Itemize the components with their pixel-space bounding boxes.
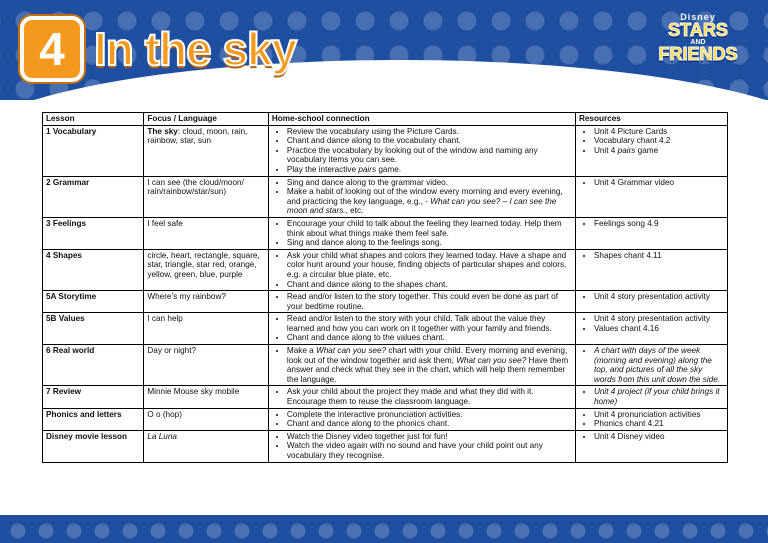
list-item-text: Chant and dance along to the shapes chant. <box>286 279 448 289</box>
home-school-cell <box>268 217 575 249</box>
list-item-text: What can you see? – I can see the moon and stars. <box>286 196 557 216</box>
lesson-cell: 2 Grammar <box>43 176 144 217</box>
list-item-text: Unit 4 project (if your child brings it home) <box>593 387 720 407</box>
resources-cell-list <box>579 178 724 188</box>
list-item <box>594 292 724 302</box>
list-item <box>287 251 572 280</box>
list-item-text: Ask your child what shapes and colors they learned today. Have a shape and color hunt around your house, finding objects of particular shapes and colors, e.g. a circular blue plate, etc. <box>286 250 567 279</box>
list-item <box>287 432 572 442</box>
focus-text: I can see (the cloud/moon/ rain/rainbow/star/sun) <box>147 177 244 197</box>
home-school-cell <box>268 313 575 345</box>
table-body <box>43 125 728 462</box>
page-title: In the sky <box>94 23 297 75</box>
logo-word-stars: STARS <box>668 20 728 40</box>
list-item <box>287 387 572 406</box>
list-item <box>594 410 724 420</box>
home-school-cell-list <box>272 251 572 289</box>
list-item-text: Make a habit of looking out of the window every morning and every evening, and practicing the key language, e.g., - <box>286 187 563 206</box>
focus-text: The sky <box>147 126 178 136</box>
list-item-text: Complete the interactive pronunciation activities. <box>286 409 463 419</box>
resources-cell-list <box>579 314 724 333</box>
table-row <box>43 176 728 217</box>
table-row <box>43 125 728 176</box>
list-item <box>594 219 724 229</box>
focus-text: : cloud, moon, rain, rainbow, star, sun <box>147 126 248 146</box>
list-item-text: Chant and dance along to the phonics chant. <box>286 419 450 429</box>
resources-cell-list <box>579 292 724 302</box>
focus-text: Minnie Mouse sky mobile <box>147 387 240 397</box>
resources-cell <box>575 430 727 462</box>
list-item-text: Watch the Disney video together just for fun! <box>286 431 448 441</box>
list-item <box>594 346 724 384</box>
list-item-text: Unit 4 Disney video <box>593 431 665 441</box>
list-item <box>287 127 572 137</box>
resources-cell <box>575 313 727 345</box>
list-item-text: A chart with days of the week (morning and evening) along the top, and pictures of all the sky words from this unit down the side. <box>593 346 721 384</box>
list-item-text: Review the vocabulary using the Picture Cards. <box>286 126 459 136</box>
focus-text: circle, heart, rectangle, square, star, triangle, star red, orange, yellow, green, blue, purple <box>147 250 260 279</box>
list-item-text: Play the interactive <box>286 164 359 174</box>
table-header-row <box>43 113 728 126</box>
list-item-text: Read and/or listen to the story with your child. Talk about the value they learned and how you can work on it together with your family and friends. <box>286 314 552 333</box>
home-school-cell <box>268 125 575 176</box>
list-item-text: chart with your child. Every morning and evening, look out of the window together and ask them, <box>286 346 568 365</box>
list-item-text: Shapes chant 4.11 <box>593 250 662 260</box>
focus-cell <box>144 345 269 386</box>
focus-text: Where’s my rainbow? <box>147 292 226 302</box>
table-row <box>43 313 728 345</box>
resources-cell <box>575 291 727 313</box>
home-school-cell-list <box>272 410 572 429</box>
list-item <box>287 333 572 343</box>
lesson-plan-table <box>42 112 728 463</box>
list-item-text: What can you see? <box>456 355 527 365</box>
resources-cell <box>575 217 727 249</box>
focus-cell <box>144 217 269 249</box>
list-item-text: Read and/or listen to the story together. This could even be done as part of your bedtime routine. <box>286 292 558 311</box>
focus-cell <box>144 176 269 217</box>
focus-cell <box>144 125 269 176</box>
home-school-cell-list <box>272 178 572 216</box>
resources-cell-list <box>579 410 724 429</box>
list-item-text: Unit 4 story presentation activity <box>593 292 711 302</box>
lesson-cell: Phonics and letters <box>43 408 144 430</box>
list-item <box>287 441 572 460</box>
table-row <box>43 249 728 290</box>
list-item-text: Have them answer and check what they see in the chart, which will help them remember the language. <box>286 355 569 384</box>
logo-word-friends: FRIENDS <box>658 44 738 64</box>
list-item <box>594 251 724 261</box>
home-school-cell <box>268 430 575 462</box>
list-item-text: Ask your child about the project they made and what they did with it. Encourage them to reuse the classroom language. <box>286 387 534 407</box>
list-item <box>287 219 572 238</box>
focus-cell <box>144 249 269 290</box>
list-item <box>287 187 572 216</box>
list-item <box>287 238 572 248</box>
list-item-text: Unit 4 Picture Cards <box>593 126 668 136</box>
resources-cell-list <box>579 251 724 261</box>
list-item-text: Feelings song 4.9 <box>593 218 659 228</box>
list-item <box>287 136 572 146</box>
list-item-text: Sing and dance along to the grammar video. <box>286 177 448 187</box>
list-item <box>594 324 724 334</box>
list-item-text: Unit 4 pronunciation activities <box>593 409 701 419</box>
resources-cell <box>575 125 727 176</box>
list-item <box>287 292 572 311</box>
lesson-cell: 5A Storytime <box>43 291 144 313</box>
list-item <box>594 146 724 156</box>
resources-cell <box>575 408 727 430</box>
resources-cell <box>575 249 727 290</box>
list-item <box>287 419 572 429</box>
home-school-cell-list <box>272 346 572 384</box>
focus-text: Day or night? <box>147 346 197 356</box>
table-row <box>43 386 728 408</box>
table-row <box>43 430 728 462</box>
list-item-text: Unit 4 story presentation activity <box>593 314 711 324</box>
home-school-cell <box>268 291 575 313</box>
list-item-text: Values chant 4.16 <box>593 323 659 333</box>
list-item-text: Practice the vocabulary by looking out of the window and naming any vocabulary items you can see. <box>286 145 538 165</box>
table-row <box>43 345 728 386</box>
focus-cell <box>144 386 269 408</box>
unit-number-badge: 4 <box>20 16 84 82</box>
column-header-lesson: Lesson <box>43 113 144 126</box>
resources-cell-list <box>579 346 724 384</box>
lesson-cell: Disney movie lesson <box>43 430 144 462</box>
list-item-text: pairs <box>617 145 636 155</box>
list-item <box>594 419 724 429</box>
list-item-text: Unit 4 Grammar video <box>593 177 675 187</box>
resources-cell <box>575 345 727 386</box>
list-item <box>594 178 724 188</box>
home-school-cell-list <box>272 387 572 406</box>
home-school-cell <box>268 386 575 408</box>
list-item <box>594 127 724 137</box>
list-item <box>594 314 724 324</box>
resources-cell <box>575 386 727 408</box>
lesson-cell: 7 Review <box>43 386 144 408</box>
table-row <box>43 291 728 313</box>
focus-cell <box>144 408 269 430</box>
list-item <box>287 178 572 188</box>
home-school-cell-list <box>272 219 572 248</box>
home-school-cell <box>268 176 575 217</box>
column-header-resources: Resources <box>575 113 727 126</box>
focus-text: O o (hop) <box>147 409 182 419</box>
focus-cell <box>144 313 269 345</box>
list-item-text: Chant and dance along to the values chant. <box>286 333 445 343</box>
home-school-cell-list <box>272 292 572 311</box>
lesson-cell: 5B Values <box>43 313 144 345</box>
resources-cell-list <box>579 387 724 406</box>
resources-cell <box>575 176 727 217</box>
column-header-focus: Focus / Language <box>144 113 269 126</box>
list-item-text: What can you see? <box>316 346 387 356</box>
list-item-text: game. <box>376 164 402 174</box>
focus-cell <box>144 291 269 313</box>
list-item-text: Watch the video again with no sound and have your child point out any vocabulary they recognise. <box>286 441 543 460</box>
lesson-cell: 6 Real world <box>43 345 144 386</box>
footer-band <box>0 515 768 543</box>
list-item-text: Make a <box>286 346 316 356</box>
resources-cell-list <box>579 219 724 229</box>
list-item <box>287 314 572 333</box>
resources-cell-list <box>579 127 724 156</box>
list-item <box>594 387 724 406</box>
list-item-text: , etc. <box>345 206 364 216</box>
list-item-text: Sing and dance along to the feelings song. <box>286 238 442 248</box>
list-item-text: game <box>635 145 659 155</box>
list-item-text: Vocabulary chant 4.2 <box>593 136 671 146</box>
resources-cell-list <box>579 432 724 442</box>
stars-and-friends-logo <box>646 12 750 84</box>
home-school-cell <box>268 345 575 386</box>
focus-text: La Luna <box>147 431 177 441</box>
logo-word-and: AND <box>690 39 706 46</box>
list-item <box>594 432 724 442</box>
list-item <box>287 410 572 420</box>
list-item <box>594 136 724 146</box>
lesson-cell: 3 Feelings <box>43 217 144 249</box>
focus-text: I feel safe <box>147 218 183 228</box>
list-item <box>287 165 572 175</box>
table-row <box>43 408 728 430</box>
list-item-text: Unit 4 <box>593 145 618 155</box>
focus-cell <box>144 430 269 462</box>
logo-brand: Disney <box>680 12 716 22</box>
list-item-text: pairs <box>358 164 377 174</box>
focus-text: I can help <box>147 314 183 324</box>
home-school-cell <box>268 408 575 430</box>
lesson-cell: 4 Shapes <box>43 249 144 290</box>
table-row <box>43 217 728 249</box>
list-item-text: Phonics chant 4.21 <box>593 419 664 429</box>
list-item <box>287 280 572 290</box>
list-item-text: Encourage your child to talk about the feeling they learned today. Help them think about what things make them feel safe. <box>286 218 562 238</box>
home-school-cell <box>268 249 575 290</box>
home-school-cell-list <box>272 127 572 175</box>
lesson-cell: 1 Vocabulary <box>43 125 144 176</box>
home-school-cell-list <box>272 432 572 461</box>
list-item-text: Chant and dance along to the vocabulary chant. <box>286 136 461 146</box>
list-item <box>287 346 572 384</box>
column-header-home-school: Home-school connection <box>268 113 575 126</box>
list-item <box>287 146 572 165</box>
home-school-cell-list <box>272 314 572 343</box>
unit-heading <box>20 18 296 80</box>
